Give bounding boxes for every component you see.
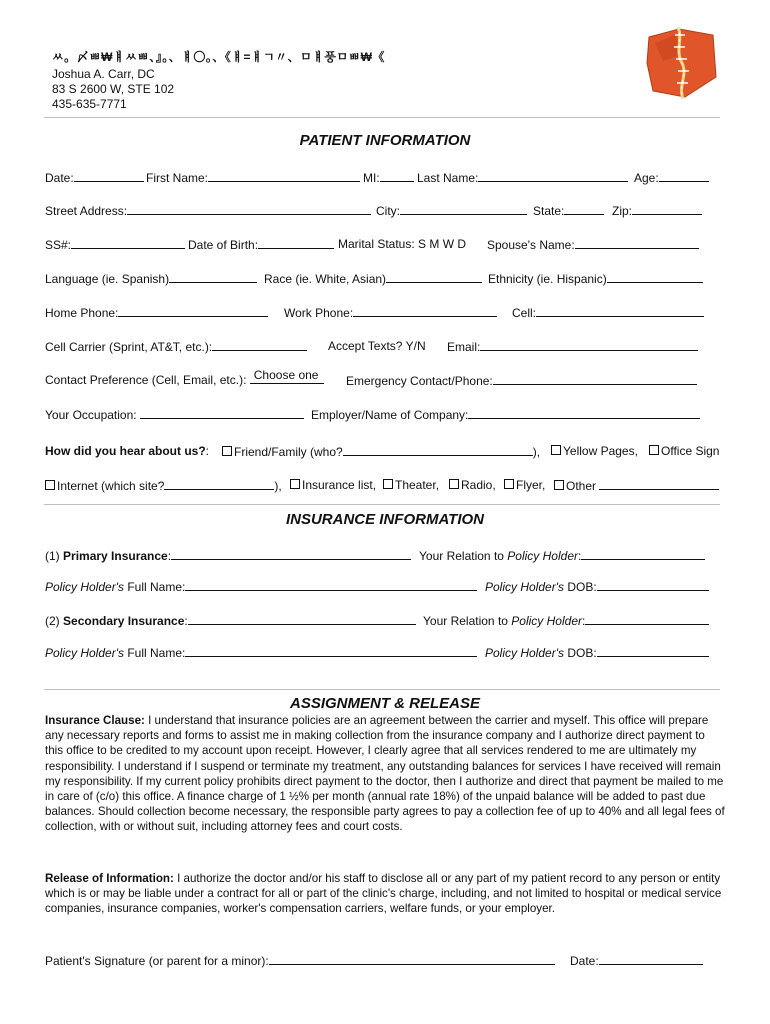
primary-holder-dob-label: DOB: (563, 580, 597, 594)
primary-holder-dob-field[interactable] (597, 579, 709, 591)
city-label: City: (376, 204, 400, 218)
friend-field[interactable] (343, 444, 533, 456)
internet-label: Internet (which site? (57, 479, 165, 493)
doctor-name: Joshua A. Carr, DC (52, 67, 155, 81)
secondary-holder-name-field[interactable] (185, 645, 477, 657)
other-checkbox[interactable] (554, 480, 564, 490)
yellow-pages-label: Yellow Pages, (563, 444, 638, 458)
street-label: Street Address: (45, 204, 128, 218)
friend-label: Friend/Family (who? (234, 445, 343, 459)
occupation-label: Your Occupation: (45, 408, 137, 422)
ss-field[interactable] (71, 237, 185, 249)
last-name-label: Last Name: (417, 171, 479, 185)
cell-field[interactable] (536, 305, 704, 317)
city-field[interactable] (400, 203, 527, 215)
hear-about-colon: : (205, 444, 210, 458)
email-label: Email: (447, 340, 481, 354)
insurance-clause-label: Insurance Clause: (45, 714, 145, 727)
primary-holder-name-label: Full Name: (123, 580, 186, 594)
ethnicity-field[interactable] (607, 271, 703, 283)
zip-label: Zip: (612, 204, 633, 218)
release-of-information (45, 871, 725, 917)
flyer-checkbox[interactable] (504, 479, 514, 489)
age-field[interactable] (659, 170, 709, 182)
primary-number: (1) (45, 549, 60, 563)
last-name-field[interactable] (478, 170, 628, 182)
internet-close: ), (274, 479, 282, 493)
mi-field[interactable] (380, 170, 414, 182)
contact-pref-dropdown[interactable]: Choose one (250, 368, 325, 384)
internet-checkbox[interactable] (45, 480, 55, 490)
secondary-colon: : (184, 614, 188, 628)
office-sign-label: Office Sign (661, 444, 720, 458)
primary-relation-label: Your Relation to (419, 549, 508, 563)
yellow-pages-checkbox[interactable] (551, 445, 561, 455)
radio-label: Radio, (461, 478, 496, 492)
other-label: Other (566, 479, 597, 493)
dob-label: Date of Birth: (188, 238, 259, 252)
primary-holder-dob-pre: Policy Holder's (485, 580, 564, 594)
secondary-holder-dob-field[interactable] (597, 645, 709, 657)
emergency-field[interactable] (493, 373, 697, 385)
marital-status[interactable]: Marital Status: S M W D (338, 237, 467, 251)
clinic-phone: 435-635-7771 (52, 97, 127, 111)
date-label: Date: (45, 171, 74, 185)
home-phone-label: Home Phone: (45, 306, 119, 320)
language-field[interactable] (169, 271, 257, 283)
radio-checkbox[interactable] (449, 479, 459, 489)
secondary-holder-name-label: Full Name: (123, 646, 186, 660)
spine-logo-icon (645, 25, 720, 100)
state-field[interactable] (564, 203, 604, 215)
ss-label: SS#: (45, 238, 72, 252)
work-phone-label: Work Phone: (284, 306, 354, 320)
hear-about-label: How did you hear about us? (45, 444, 206, 458)
primary-holder-name-pre: Policy Holder's (45, 580, 124, 594)
office-sign-checkbox[interactable] (649, 445, 659, 455)
secondary-relation-label: Your Relation to (423, 614, 512, 628)
insurance-clause (45, 713, 725, 835)
cell-label: Cell: (512, 306, 537, 320)
signature-label: Patient's Signature (or parent for a minor): (45, 954, 269, 968)
primary-insurance-field[interactable] (171, 548, 411, 560)
theater-label: Theater, (395, 478, 440, 492)
signature-date-field[interactable] (599, 953, 703, 965)
spouse-label: Spouse's Name: (487, 238, 575, 252)
contact-pref-label: Contact Preference (Cell, Email, etc.): (45, 373, 247, 387)
ethnicity-label: Ethnicity (ie. Hispanic) (488, 272, 607, 286)
employer-label: Employer/Name of Company: (311, 408, 469, 422)
release-text: I authorize the doctor and/or his staff to disclose all or any part of my patient record to any person or entity which is or may be liable under a contract for all or part of the clinic's charge, including, and not limited to hospital or medical service companies, insurance companies, worker's compensation carriers, welfare funds, or your employer. (45, 872, 722, 916)
secondary-holder-name-pre: Policy Holder's (45, 646, 124, 660)
patient-divider (44, 504, 720, 505)
secondary-relation-policy-holder: Policy Holder (511, 614, 582, 628)
first-name-field[interactable] (208, 170, 360, 182)
insurance-list-label: Insurance list, (302, 478, 377, 492)
secondary-holder-dob-pre: Policy Holder's (485, 646, 564, 660)
secondary-number: (2) (45, 614, 60, 628)
employer-field[interactable] (468, 407, 700, 419)
internet-field[interactable] (164, 478, 274, 490)
state-label: State: (533, 204, 565, 218)
flyer-label: Flyer, (516, 478, 546, 492)
signature-date-label: Date: (570, 954, 599, 968)
insurance-list-checkbox[interactable] (290, 479, 300, 489)
mi-label: MI: (363, 171, 380, 185)
secondary-relation-colon: : (582, 614, 586, 628)
header-divider (44, 117, 720, 118)
friend-close: ), (532, 445, 541, 459)
cell-carrier-field[interactable] (212, 339, 307, 351)
accept-texts[interactable]: Accept Texts? Y/N (328, 339, 426, 353)
insurance-info-title: INSURANCE INFORMATION (285, 511, 485, 528)
primary-relation-field[interactable] (581, 548, 705, 560)
dob-field[interactable] (258, 237, 334, 249)
primary-relation-policy-holder: Policy Holder (507, 549, 578, 563)
secondary-holder-dob-label: DOB: (563, 646, 597, 660)
primary-holder-name-field[interactable] (185, 579, 477, 591)
secondary-insurance-field[interactable] (188, 613, 416, 625)
other-field[interactable] (599, 478, 719, 490)
release-label: Release of Information: (45, 872, 174, 885)
clinic-name-garbled: ㅆ。〆ㅃ₩ㅒㅆㅃ、』。、ㅒ〇。、《ㅒ=ㅒㄱ〃、ㅁㅒ풍ㅁㅃ₩《 (52, 50, 385, 64)
race-label: Race (ie. White, Asian) (264, 272, 387, 286)
home-phone-field[interactable] (118, 305, 268, 317)
primary-colon: : (167, 549, 172, 563)
secondary-insurance-label: Secondary Insurance (63, 614, 185, 628)
emergency-label: Emergency Contact/Phone: (346, 374, 493, 388)
occupation-field[interactable] (140, 407, 304, 419)
primary-relation-colon: : (578, 549, 582, 563)
email-field[interactable] (480, 339, 698, 351)
theater-checkbox[interactable] (383, 479, 393, 489)
race-field[interactable] (386, 271, 482, 283)
date-field[interactable] (74, 170, 144, 182)
insurance-clause-text: I understand that insurance policies are an agreement between the carrier and myself. This office will prepare any necessary reports and forms to assist me in making collection from the insurance company and I authorize direct payment to this office to be credited to my account upon receipt. However, I clearly agree that all services rendered to me are ultimately my responsibility. I understand if I suspend or terminate my treatment, any outstanding balances for services I have received will remain my responsibility. If my current policy prohibits direct payment to the doctor, then I authorize and direct that payment be mailed to me in care of (c/o) this office. A finance charge of 1 ½% per month (annual rate 18%) of the unpaid balance will be added to past due balances. Should collection become necessary, the responsible party agrees to pay a collection fee of up to 40% and all legal fees of collection, with or without suit, including attorney fees and court costs. (45, 714, 725, 834)
spouse-field[interactable] (575, 237, 699, 249)
zip-field[interactable] (632, 203, 702, 215)
primary-insurance-label: Primary Insurance (63, 549, 168, 563)
language-label: Language (ie. Spanish) (45, 272, 170, 286)
cell-carrier-label: Cell Carrier (Sprint, AT&T, etc.): (45, 340, 213, 354)
age-label: Age: (634, 171, 659, 185)
patient-info-title: PATIENT INFORMATION (299, 132, 471, 149)
street-field[interactable] (127, 203, 371, 215)
clinic-address: 83 S 2600 W, STE 102 (52, 82, 175, 96)
signature-field[interactable] (269, 953, 555, 965)
insurance-divider (44, 689, 720, 690)
first-name-label: First Name: (146, 171, 209, 185)
secondary-relation-field[interactable] (585, 613, 709, 625)
friend-checkbox[interactable] (222, 446, 232, 456)
assignment-title: ASSIGNMENT & RELEASE (289, 695, 481, 712)
work-phone-field[interactable] (353, 305, 497, 317)
